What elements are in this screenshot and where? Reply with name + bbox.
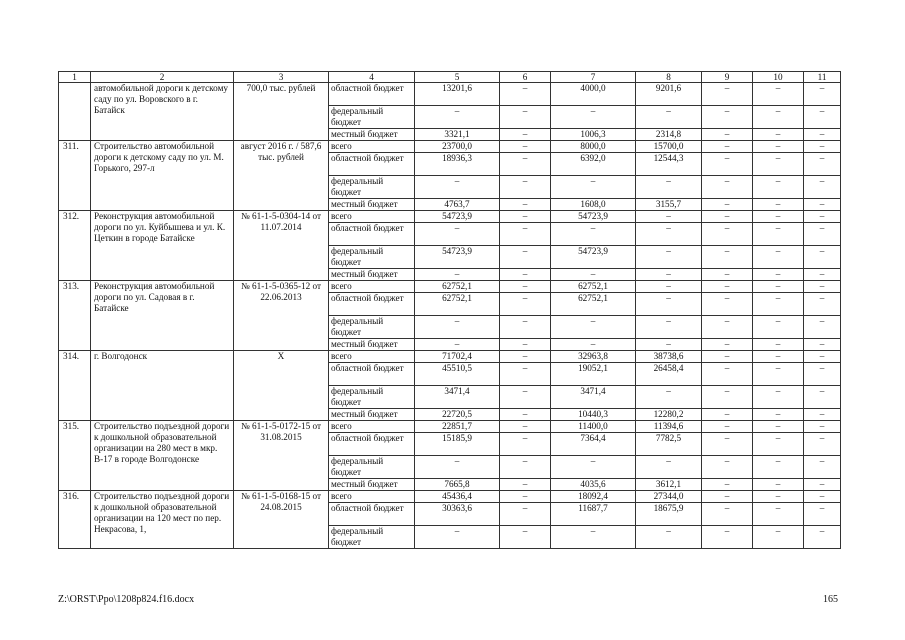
value-cell: 9201,6 <box>636 83 702 106</box>
page-number: 165 <box>823 594 838 605</box>
entry-number: 312. <box>59 211 91 281</box>
header-cell: 5 <box>415 72 500 83</box>
value-cell: – <box>500 421 551 433</box>
value-cell: – <box>804 223 841 246</box>
value-cell: 8000,0 <box>551 141 636 153</box>
value-cell: – <box>702 211 753 223</box>
funding-source: местный бюджет <box>329 269 415 281</box>
object-name: Реконструкция автомобильной дороги по ул. Садовая в г. Батайске <box>91 281 234 351</box>
value-cell: – <box>702 153 753 176</box>
value-cell: – <box>415 223 500 246</box>
value-cell: – <box>804 316 841 339</box>
document-ref: № 61-1-5-0168-15 от 24.08.2015 <box>234 491 329 549</box>
funding-source: всего <box>329 141 415 153</box>
value-cell: 11687,7 <box>551 503 636 526</box>
value-cell: – <box>804 421 841 433</box>
value-cell: – <box>753 129 804 141</box>
value-cell: – <box>702 351 753 363</box>
funding-source: всего <box>329 351 415 363</box>
value-cell: – <box>500 141 551 153</box>
value-cell: – <box>636 106 702 129</box>
value-cell: 3471,4 <box>551 386 636 409</box>
value-cell: – <box>500 199 551 211</box>
value-cell: – <box>551 339 636 351</box>
object-name: Строительство подъездной дороги к дошкольной образовательной организации на 120 мест по пер. Некрасова, 1, <box>91 491 234 549</box>
value-cell: – <box>500 456 551 479</box>
value-cell: 22720,5 <box>415 409 500 421</box>
value-cell: – <box>500 176 551 199</box>
value-cell: – <box>753 83 804 106</box>
value-cell: – <box>804 363 841 386</box>
value-cell: – <box>804 176 841 199</box>
value-cell: 7782,5 <box>636 433 702 456</box>
value-cell: 11400,0 <box>551 421 636 433</box>
table-row <box>59 141 841 153</box>
value-cell: – <box>702 246 753 269</box>
value-cell: – <box>804 269 841 281</box>
value-cell: – <box>500 246 551 269</box>
value-cell: – <box>804 211 841 223</box>
column-number-header <box>59 72 841 83</box>
value-cell: – <box>500 409 551 421</box>
value-cell: 15700,0 <box>636 141 702 153</box>
funding-source: федеральный бюджет <box>329 386 415 409</box>
funding-source: местный бюджет <box>329 129 415 141</box>
header-cell: 11 <box>804 72 841 83</box>
value-cell: 62752,1 <box>551 293 636 316</box>
value-cell: – <box>804 339 841 351</box>
value-cell: – <box>636 269 702 281</box>
value-cell: 12544,3 <box>636 153 702 176</box>
table-row <box>59 421 841 433</box>
value-cell: – <box>753 503 804 526</box>
value-cell: – <box>753 293 804 316</box>
entry-number <box>59 83 91 141</box>
entry-number: 311. <box>59 141 91 211</box>
value-cell: – <box>636 386 702 409</box>
funding-source: областной бюджет <box>329 153 415 176</box>
funding-source: всего <box>329 491 415 503</box>
table-row <box>59 491 841 503</box>
document-ref: август 2016 г. / 587,6 тыс. рублей <box>234 141 329 211</box>
value-cell: – <box>804 246 841 269</box>
value-cell: 54723,9 <box>551 246 636 269</box>
value-cell: – <box>753 281 804 293</box>
funding-source: всего <box>329 421 415 433</box>
value-cell: – <box>702 433 753 456</box>
value-cell: 23700,0 <box>415 141 500 153</box>
value-cell: – <box>636 316 702 339</box>
value-cell: 27344,0 <box>636 491 702 503</box>
header-cell: 7 <box>551 72 636 83</box>
value-cell: – <box>753 351 804 363</box>
value-cell: – <box>753 409 804 421</box>
value-cell: – <box>753 211 804 223</box>
value-cell: – <box>636 339 702 351</box>
value-cell: – <box>702 421 753 433</box>
value-cell: – <box>753 141 804 153</box>
value-cell: – <box>702 199 753 211</box>
funding-source: федеральный бюджет <box>329 246 415 269</box>
value-cell: – <box>753 421 804 433</box>
value-cell: 26458,4 <box>636 363 702 386</box>
value-cell: – <box>702 83 753 106</box>
value-cell: – <box>804 503 841 526</box>
value-cell: – <box>753 479 804 491</box>
value-cell: – <box>753 363 804 386</box>
value-cell: – <box>804 433 841 456</box>
value-cell: 18092,4 <box>551 491 636 503</box>
value-cell: – <box>702 386 753 409</box>
value-cell: – <box>804 141 841 153</box>
entry-number: 314. <box>59 351 91 421</box>
value-cell: – <box>804 106 841 129</box>
value-cell: 18675,9 <box>636 503 702 526</box>
value-cell: 62752,1 <box>415 281 500 293</box>
value-cell: – <box>804 129 841 141</box>
document-ref: № 61-1-5-0172-15 от 31.08.2015 <box>234 421 329 491</box>
table-row <box>59 351 841 363</box>
value-cell: – <box>415 106 500 129</box>
value-cell: – <box>753 176 804 199</box>
document-ref: № 61-1-5-0304-14 от 11.07.2014 <box>234 211 329 281</box>
value-cell: – <box>753 106 804 129</box>
value-cell: 6392,0 <box>551 153 636 176</box>
header-cell: 3 <box>234 72 329 83</box>
value-cell: – <box>551 106 636 129</box>
value-cell: – <box>551 526 636 549</box>
value-cell: – <box>753 433 804 456</box>
value-cell: – <box>702 281 753 293</box>
value-cell: – <box>753 386 804 409</box>
entry-number: 316. <box>59 491 91 549</box>
value-cell: 62752,1 <box>415 293 500 316</box>
value-cell: – <box>636 456 702 479</box>
value-cell: – <box>500 153 551 176</box>
value-cell: – <box>500 386 551 409</box>
header-cell: 1 <box>59 72 91 83</box>
object-name: Реконструкция автомобильной дороги по ул. Куйбышева и ул. К. Цеткин в городе Батайске <box>91 211 234 281</box>
funding-source: областной бюджет <box>329 503 415 526</box>
document-ref: № 61-1-5-0365-12 от 22.06.2013 <box>234 281 329 351</box>
funding-source: федеральный бюджет <box>329 316 415 339</box>
value-cell: – <box>804 526 841 549</box>
table-row <box>59 83 841 106</box>
value-cell: – <box>804 293 841 316</box>
value-cell: – <box>636 246 702 269</box>
header-cell: 4 <box>329 72 415 83</box>
document-ref: 700,0 тыс. рублей <box>234 83 329 141</box>
table-row <box>59 211 841 223</box>
value-cell: 15185,9 <box>415 433 500 456</box>
value-cell: – <box>500 339 551 351</box>
value-cell: – <box>500 83 551 106</box>
value-cell: 54723,9 <box>415 246 500 269</box>
value-cell: 3612,1 <box>636 479 702 491</box>
value-cell: – <box>804 386 841 409</box>
value-cell: 3471,4 <box>415 386 500 409</box>
value-cell: – <box>702 293 753 316</box>
value-cell: – <box>702 269 753 281</box>
funding-source: областной бюджет <box>329 293 415 316</box>
value-cell: 1608,0 <box>551 199 636 211</box>
value-cell: – <box>702 363 753 386</box>
value-cell: 10440,3 <box>551 409 636 421</box>
object-name: автомобильной дороги к детскому саду по ул. Воровского в г. Батайск <box>91 83 234 141</box>
value-cell: – <box>702 223 753 246</box>
value-cell: – <box>753 269 804 281</box>
value-cell: – <box>702 339 753 351</box>
value-cell: – <box>500 479 551 491</box>
value-cell: – <box>551 223 636 246</box>
value-cell: – <box>804 281 841 293</box>
value-cell: 2314,8 <box>636 129 702 141</box>
value-cell: – <box>500 316 551 339</box>
value-cell: – <box>804 351 841 363</box>
value-cell: 54723,9 <box>551 211 636 223</box>
value-cell: 54723,9 <box>415 211 500 223</box>
value-cell: – <box>415 269 500 281</box>
entry-number: 313. <box>59 281 91 351</box>
value-cell: – <box>500 433 551 456</box>
value-cell: – <box>551 316 636 339</box>
value-cell: 22851,7 <box>415 421 500 433</box>
value-cell: 3155,7 <box>636 199 702 211</box>
header-cell: 6 <box>500 72 551 83</box>
funding-source: областной бюджет <box>329 223 415 246</box>
value-cell: – <box>500 293 551 316</box>
object-name: г. Волгодонск <box>91 351 234 421</box>
funding-source: областной бюджет <box>329 433 415 456</box>
funding-source: федеральный бюджет <box>329 176 415 199</box>
value-cell: – <box>500 351 551 363</box>
value-cell: – <box>500 223 551 246</box>
value-cell: – <box>500 491 551 503</box>
funding-source: федеральный бюджет <box>329 106 415 129</box>
value-cell: – <box>753 246 804 269</box>
funding-source: местный бюджет <box>329 339 415 351</box>
value-cell: – <box>702 316 753 339</box>
value-cell: 62752,1 <box>551 281 636 293</box>
value-cell: 7364,4 <box>551 433 636 456</box>
value-cell: – <box>636 211 702 223</box>
value-cell: 1006,3 <box>551 129 636 141</box>
value-cell: – <box>804 456 841 479</box>
value-cell: – <box>500 503 551 526</box>
value-cell: – <box>415 339 500 351</box>
document-ref: Х <box>234 351 329 421</box>
value-cell: – <box>500 106 551 129</box>
value-cell: – <box>702 503 753 526</box>
value-cell: – <box>702 526 753 549</box>
value-cell: 38738,6 <box>636 351 702 363</box>
funding-source: областной бюджет <box>329 363 415 386</box>
value-cell: 71702,4 <box>415 351 500 363</box>
value-cell: – <box>500 129 551 141</box>
table-row <box>59 281 841 293</box>
value-cell: 4035,6 <box>551 479 636 491</box>
value-cell: – <box>702 106 753 129</box>
funding-source: местный бюджет <box>329 409 415 421</box>
value-cell: – <box>753 526 804 549</box>
value-cell: – <box>500 363 551 386</box>
funding-source: федеральный бюджет <box>329 456 415 479</box>
funding-source: всего <box>329 281 415 293</box>
value-cell: – <box>753 153 804 176</box>
value-cell: 30363,6 <box>415 503 500 526</box>
value-cell: – <box>804 479 841 491</box>
value-cell: – <box>415 456 500 479</box>
value-cell: – <box>804 153 841 176</box>
funding-source: всего <box>329 211 415 223</box>
value-cell: 19052,1 <box>551 363 636 386</box>
value-cell: 3321,1 <box>415 129 500 141</box>
value-cell: – <box>702 141 753 153</box>
funding-source: областной бюджет <box>329 83 415 106</box>
value-cell: – <box>753 491 804 503</box>
value-cell: – <box>500 269 551 281</box>
value-cell: 13201,6 <box>415 83 500 106</box>
value-cell: – <box>702 409 753 421</box>
value-cell: – <box>753 456 804 479</box>
value-cell: – <box>753 199 804 211</box>
value-cell: 4763,7 <box>415 199 500 211</box>
header-cell: 10 <box>753 72 804 83</box>
value-cell: – <box>636 223 702 246</box>
value-cell: 11394,6 <box>636 421 702 433</box>
value-cell: – <box>636 293 702 316</box>
value-cell: – <box>551 456 636 479</box>
funding-source: местный бюджет <box>329 479 415 491</box>
entry-number: 315. <box>59 421 91 491</box>
value-cell: – <box>636 526 702 549</box>
value-cell: – <box>702 479 753 491</box>
value-cell: 45510,5 <box>415 363 500 386</box>
header-cell: 9 <box>702 72 753 83</box>
value-cell: – <box>804 491 841 503</box>
value-cell: 12280,2 <box>636 409 702 421</box>
value-cell: 18936,3 <box>415 153 500 176</box>
value-cell: – <box>636 281 702 293</box>
value-cell: – <box>753 223 804 246</box>
value-cell: – <box>500 526 551 549</box>
value-cell: – <box>500 281 551 293</box>
value-cell: – <box>415 526 500 549</box>
value-cell: 4000,0 <box>551 83 636 106</box>
value-cell: – <box>500 211 551 223</box>
footer-file-path: Z:\ORST\Ppo\1208p824.f16.docx <box>58 594 195 605</box>
value-cell: 45436,4 <box>415 491 500 503</box>
value-cell: – <box>804 199 841 211</box>
value-cell: – <box>753 316 804 339</box>
value-cell: – <box>551 269 636 281</box>
value-cell: – <box>415 176 500 199</box>
value-cell: – <box>753 339 804 351</box>
budget-table <box>58 71 841 549</box>
value-cell: – <box>804 409 841 421</box>
value-cell: – <box>702 456 753 479</box>
funding-source: местный бюджет <box>329 199 415 211</box>
value-cell: – <box>702 176 753 199</box>
value-cell: – <box>551 176 636 199</box>
value-cell: 32963,8 <box>551 351 636 363</box>
header-cell: 2 <box>91 72 234 83</box>
object-name: Строительство подъездной дороги к дошкольной образовательной организации на 280 мест в мкр. В-17 в городе Волгодонске <box>91 421 234 491</box>
value-cell: 7665,8 <box>415 479 500 491</box>
value-cell: – <box>804 83 841 106</box>
object-name: Строительство автомобильной дороги к детскому саду по ул. М. Горького, 297-л <box>91 141 234 211</box>
value-cell: – <box>702 129 753 141</box>
header-cell: 8 <box>636 72 702 83</box>
funding-source: федеральный бюджет <box>329 526 415 549</box>
value-cell: – <box>702 491 753 503</box>
value-cell: – <box>636 176 702 199</box>
value-cell: – <box>415 316 500 339</box>
